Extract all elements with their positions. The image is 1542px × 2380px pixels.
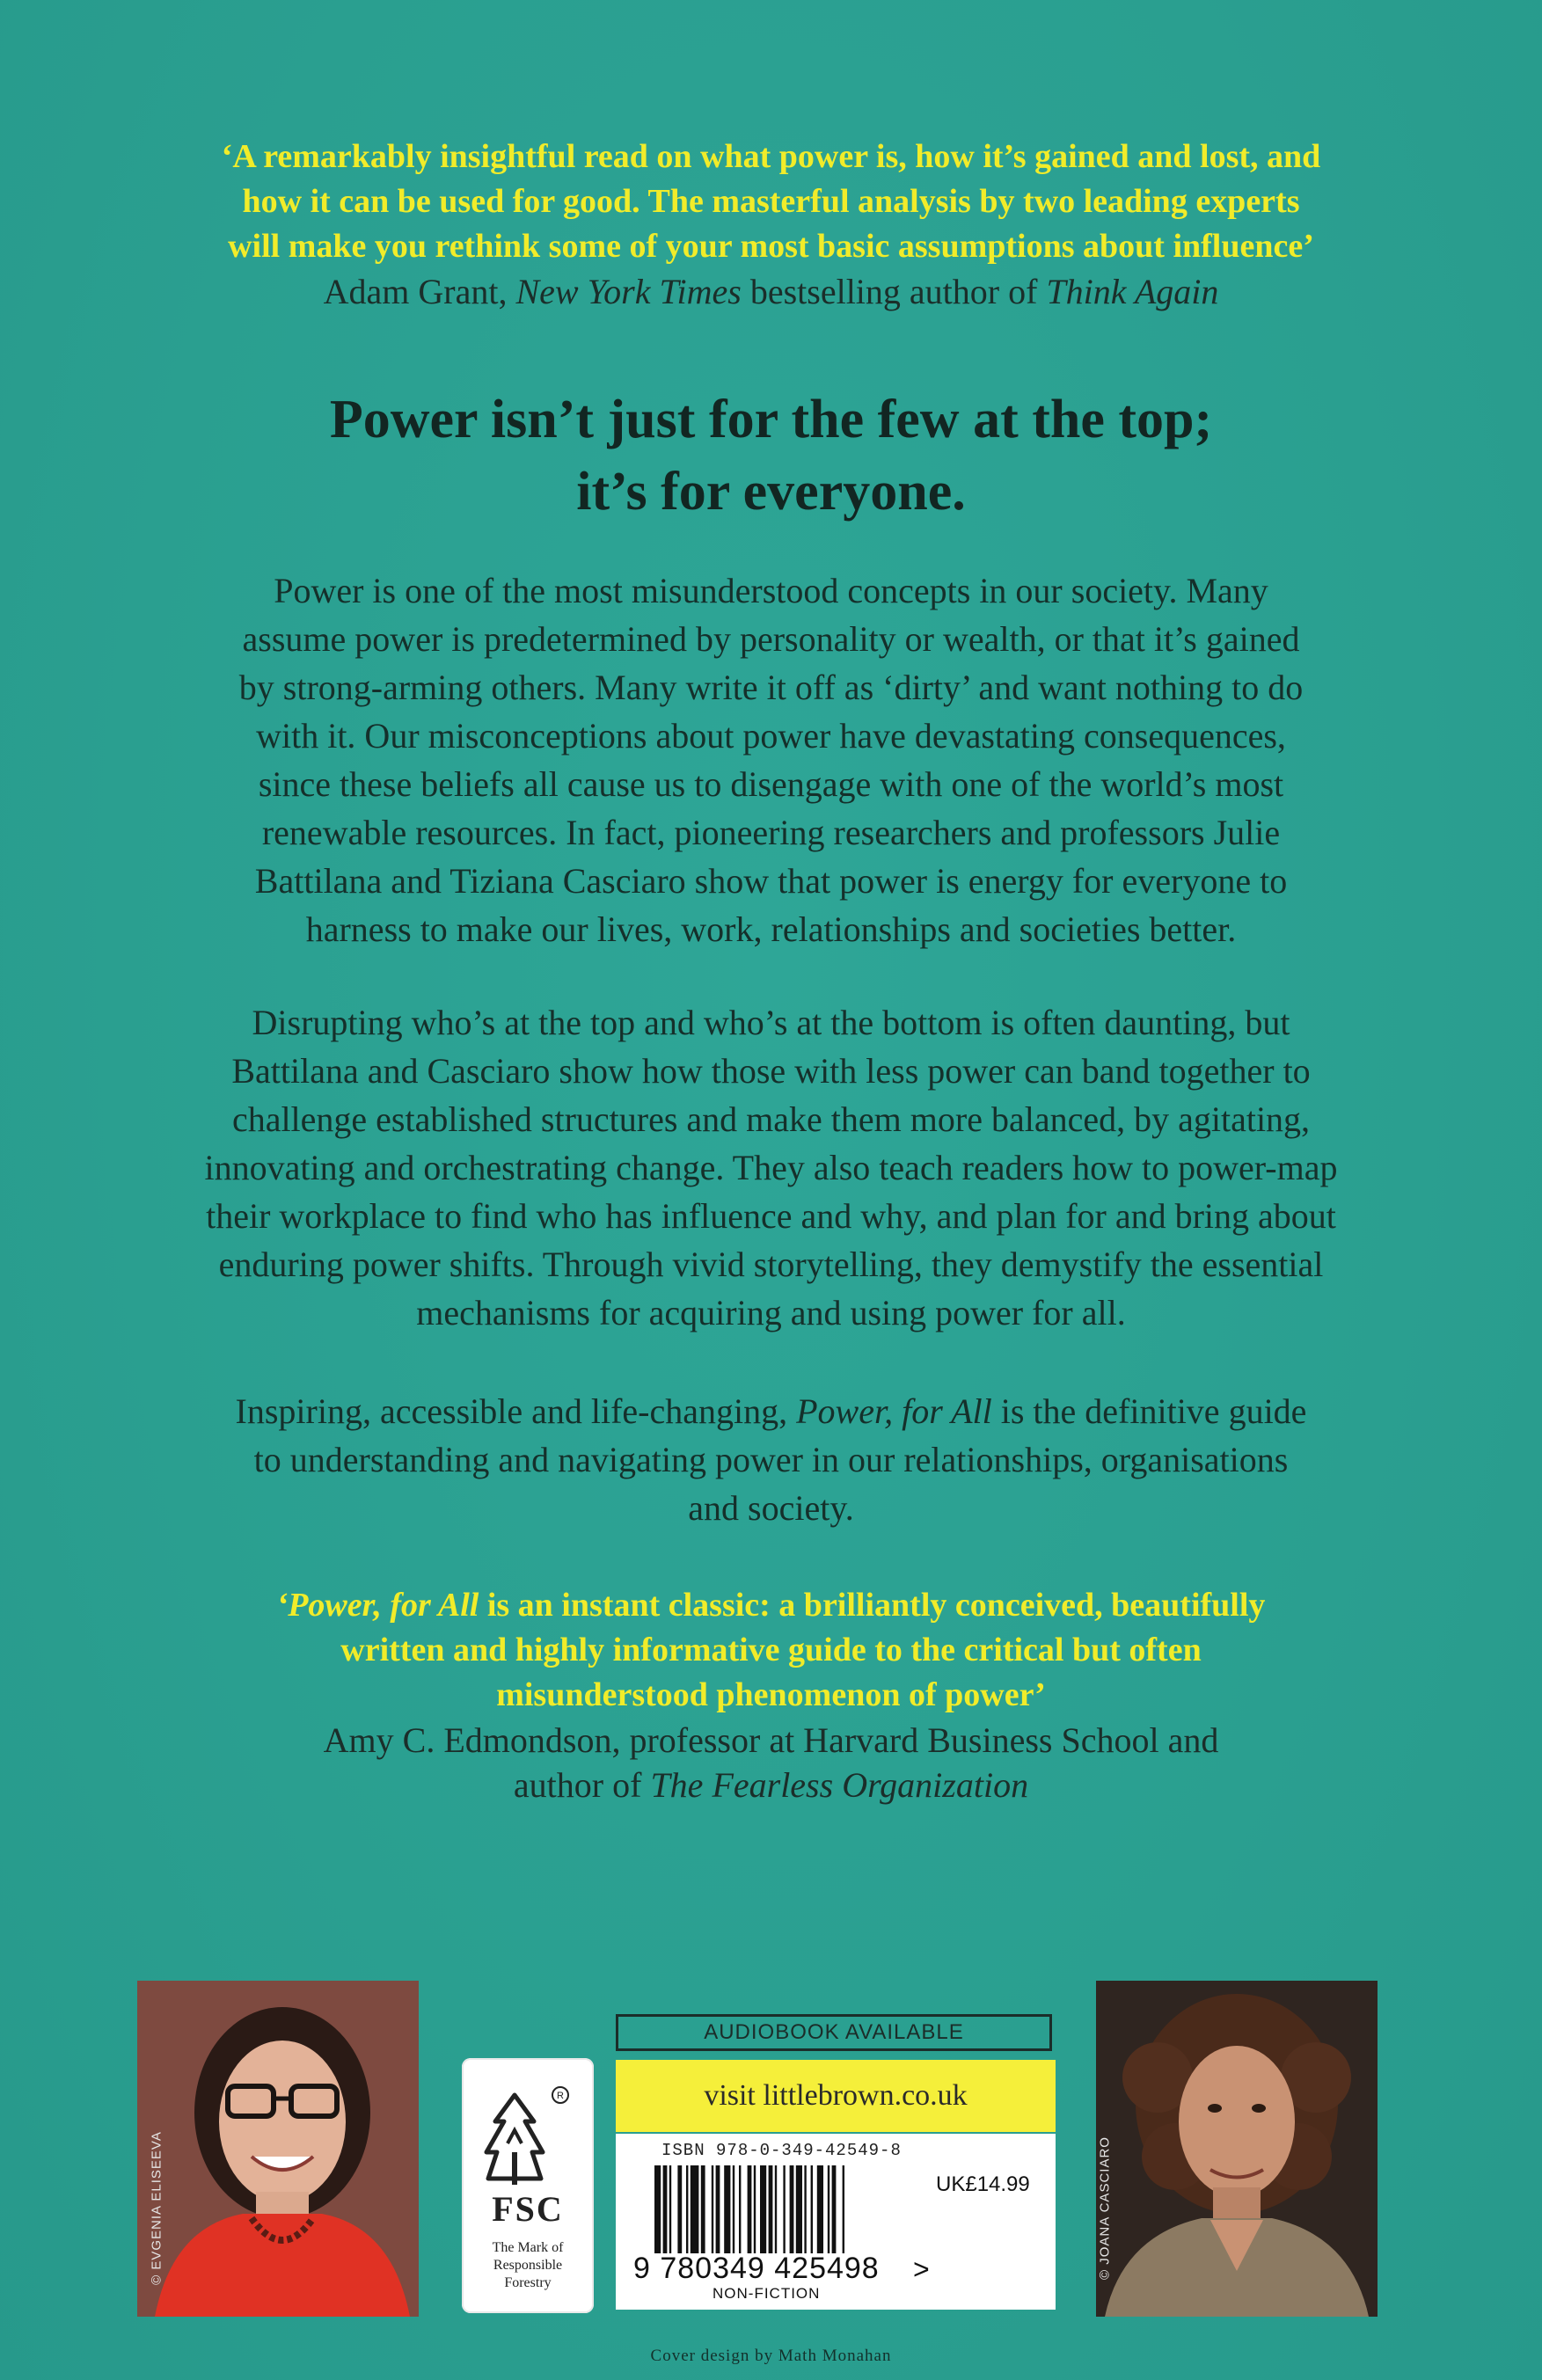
headline [0, 383, 1542, 528]
fsc-tagline-line: Forestry [504, 2275, 552, 2290]
fsc-tagline-line: Responsible [493, 2258, 563, 2273]
fsc-label: FSC [492, 2189, 564, 2229]
quote-text: is an instant classic: a brilliantly conceived, beautifully [479, 1587, 1266, 1624]
attribution-book-title: Think Again [1046, 272, 1219, 311]
isbn-number: ISBN 978-0-349-42549-8 [661, 2141, 902, 2160]
blurb-line: since these beliefs all cause us to disengage with one of the world’s most [258, 764, 1284, 804]
blurb-line: harness to make our lives, work, relationships and societies better. [305, 909, 1237, 949]
endorsement-quote-1 [0, 135, 1542, 314]
blurb-line: Disrupting who’s at the top and who’s at the bottom is often daunting, but [252, 1003, 1290, 1042]
blurb-line: Battilana and Casciaro show how those with less power can band together to [231, 1051, 1311, 1091]
blurb-line: Battilana and Tiziana Casciaro show that power is energy for everyone to [254, 861, 1288, 901]
blurb-line: to understanding and navigating power in our relationships, organisations [253, 1440, 1289, 1479]
headline-line-2: it’s for everyone. [576, 462, 966, 522]
author-portrait-right [1096, 1981, 1378, 2317]
quote-line: will make you rethink some of your most basic assumptions about influence’ [228, 228, 1314, 265]
barcode-icon [654, 2165, 918, 2253]
attribution-text: author of [513, 1765, 651, 1805]
blurb-text: Inspiring, accessible and life-changing, [235, 1391, 797, 1431]
quote-attribution: Amy C. Edmondson, professor at Harvard Business School and [323, 1720, 1219, 1760]
blurb-line: with it. Our misconceptions about power have devastating consequences, [256, 716, 1286, 756]
barcode-end-mark-icon: > [913, 2253, 930, 2285]
blurb-line [0, 1387, 1542, 1435]
quote-line: written and highly informative guide to the critical but often [340, 1632, 1202, 1668]
author-photo-left [137, 1981, 419, 2317]
headline-line-1: Power isn’t just for the few at the top; [329, 390, 1213, 449]
attribution-book-title: The Fearless Organization [650, 1765, 1029, 1805]
svg-text:R: R [557, 2091, 564, 2101]
fsc-tagline-line: The Mark of [492, 2240, 564, 2255]
photo-credit-left: © EVGENIA ELISEEVA [149, 2131, 164, 2285]
price-label: UK£14.99 [936, 2172, 1030, 2196]
blurb-paragraph-3 [0, 1387, 1542, 1532]
blurb-text: is the definitive guide [991, 1391, 1307, 1431]
attribution-publication: New York Times [515, 272, 742, 311]
photo-credit-right: © JOANA CASCIARO [1097, 2136, 1113, 2280]
blurb-line: renewable resources. In fact, pioneering researchers and professors Julie [261, 813, 1281, 852]
book-title-inline: Power, for All [796, 1391, 992, 1431]
publisher-website-sticker: visit littlebrown.co.uk [616, 2060, 1056, 2132]
endorsement-quote-2 [0, 1583, 1542, 1807]
isbn-barcode-box [616, 2134, 1056, 2310]
fsc-tree-icon [462, 2069, 594, 2201]
attribution-role: bestselling author of [741, 272, 1047, 311]
blurb-line: assume power is predetermined by personality or wealth, or that it’s gained [242, 619, 1300, 659]
blurb-line: challenge established structures and make them more balanced, by agitating, [231, 1099, 1311, 1139]
quote-attribution [0, 1763, 1542, 1807]
quote-attribution [0, 269, 1542, 314]
author-photo-right [1096, 1981, 1378, 2317]
category-label: NON-FICTION [713, 2285, 821, 2302]
blurb-line: innovating and orchestrating change. They also teach readers how to power-map [204, 1148, 1338, 1187]
blurb-line: and society. [688, 1488, 854, 1528]
blurb-line: by strong-arming others. Many write it off as ‘dirty’ and want nothing to do [238, 668, 1304, 707]
book-title-inline: ‘Power, for All [276, 1587, 479, 1624]
barcode-panel [616, 2014, 1056, 2313]
blurb-paragraph-2 [0, 998, 1542, 1337]
quote-line: misunderstood phenomenon of power’ [496, 1676, 1046, 1713]
author-portrait-left [137, 1981, 419, 2317]
blurb-line: mechanisms for acquiring and using power for all. [416, 1293, 1126, 1332]
audiobook-available-label: AUDIOBOOK AVAILABLE [616, 2014, 1052, 2051]
cover-design-credit: Cover design by Math Monahan [650, 2347, 892, 2365]
barcode-digits: 9 780349 425498 [633, 2252, 880, 2285]
quote-line: ‘A remarkably insightful read on what power is, how it’s gained and lost, and [221, 138, 1321, 175]
blurb-paragraph-1 [0, 566, 1542, 953]
quote-line [0, 1583, 1542, 1628]
blurb-line: their workplace to find who has influence and why, and plan for and bring about [206, 1196, 1336, 1236]
fsc-tagline [462, 2239, 594, 2292]
blurb-line: enduring power shifts. Through vivid storytelling, they demystify the essential [218, 1245, 1324, 1284]
fsc-logo [462, 2058, 594, 2313]
quote-line: how it can be used for good. The masterful analysis by two leading experts [242, 183, 1300, 220]
blurb-line: Power is one of the most misunderstood concepts in our society. Many [274, 571, 1268, 610]
attribution-name: Adam Grant, [323, 272, 516, 311]
